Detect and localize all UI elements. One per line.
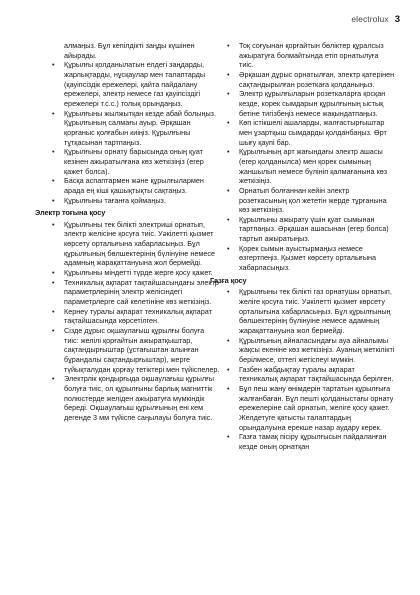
section-heading-electrical: Электр тоғына қосу [35,208,106,218]
page-header [351,14,400,25]
bullet-icon: • [227,147,230,157]
left-column [35,41,220,423]
bullet-icon: • [227,335,230,345]
list-item-text: Құрылғыны тек білікті газ орнатушы орнатып, желіге қосуға тиіс. Уәкілетті қызмет көрсету орталығына хабарласыңыз. Бұл құрылғының бөлшектерінің бүлінуіне немесе адамның жарақаттануына жол бермейді. [239,287,392,336]
bullet-icon: • [227,118,230,128]
list-item-text: Басқа аспаптармен және құрылғылармен арада ең кіші қашықтықты сақтаңыз. [64,176,204,195]
list-item-continued [52,41,220,60]
bullet-icon: • [52,277,55,287]
list-item [227,336,395,365]
list-item [227,118,395,147]
bullet-icon: • [227,243,230,253]
left-items-top [52,41,220,205]
list-item-text: Газға тамақ пісіру құрылғысын пайдаланған кезде оның орнатқан [239,432,387,451]
bullet-icon: • [227,214,230,224]
list-item [227,147,395,186]
list-item [52,326,220,374]
list-item-text: Газбен жабдықтау туралы ақпарат техникалық ақпарат тақтайшасында берілген. [239,364,394,384]
list-item [227,384,395,432]
list-item-text: Бұл пеш жану өнімдерін тартатын құрылғыға жалғанбаған. Бұл пешті қолданыстағы орнату ережелеріне сай орнатып, желіге қосу қажет. Желдетуге қатысты талаптардың орындалуына ерекше назар аудару керек. [239,383,394,432]
list-item-text: Көп істікшелі ашаларды, жалғастырғыштар мен ұзартқыш сымдарды қолданбаңыз. Өрт шығу қаупі бар. [239,118,387,147]
bullet-icon: • [52,306,55,316]
list-item [227,244,395,273]
bullet-icon: • [227,287,230,297]
right-items-top [227,41,395,273]
list-item-text: алмаңыз. Бұл кепілдікті заңды күшінен айырады. [64,41,195,60]
bullet-icon: • [52,219,55,229]
list-item-text: Құрылғыны міндетті түрде жерге қосу қажет. [64,268,213,278]
list-item [227,365,395,384]
list-item [52,176,220,195]
list-item [52,268,220,278]
bullet-icon: • [52,147,55,157]
list-item-text: Электр құрылғыларын розеткаларға қосқан кезде, корек сымдарын құрылғының ыстық бетіне тигізбеңіз немесе жақындатпаңыз. [239,89,386,118]
list-item [52,60,220,108]
list-item-text: Техникалық ақпарат тақтайшасындағы электр параметрлерінің электр желісіндегі параметрлерге сай келетініне көз жеткізіңіз. [64,277,219,307]
list-item-text: Тоқ соғуынан қорғайтын бөліктер құралсыз ажыратуға болмайтында етіп орнатылуға тиіс. [239,41,384,70]
list-item-text: Құрылғыны орнату барысында оның қуат кезінен ажыратылғана көз жеткізіңіз (егер қажет болса). [64,147,204,176]
list-item-text: Құрылғының арт жағындағы электр ашасы (егер қолданылса) мен қорек сымының жаншылып немесе бүлініп қалмағанына көз жеткізіңіз. [239,147,388,186]
list-item-text: Құрылғының айналасындағы ауа айналымы жақсы екеніне көз жеткізіңіз. Ауаның жеткілікті берілмесе, оттегі жетіспеуі мүмкін. [239,335,395,364]
list-item [227,41,395,70]
list-item [227,432,395,451]
list-item-text: Құрылғыны тағанға қоймаңыз. [64,195,166,205]
list-item-text: Электрлік қондырғыда оқшаулағыш құрылғы болуға тиіс, ол құрылғыны барлық магниттік полюстерде желіден ажыратуға мүмкіндік береді. Оқшаулағыш құрылғының ені кем дегенде 3 мм түйіспе саңылауы болуға тиіс. [64,374,214,422]
page-number: 3 [394,14,400,25]
list-item [227,89,395,118]
bullet-icon: • [52,60,55,70]
list-item-text: Құрылғыны ажырату үшін қуат сымынан тартпаңыз. Әрқашан ашасынан (егер болса) тартып ажыратыңыз. [239,214,389,244]
left-items-bottom [52,220,220,423]
list-item-text: Кернеу туралы ақпарат техникалық ақпарат тақтайшасында көрсетілген. [64,306,212,326]
list-item-text: Әрқашан дұрыс орнатылған, электр қатерінен сақтандырылған розеткаға қолданыңыз. [239,69,395,89]
list-item [52,278,220,307]
bullet-icon: • [227,69,230,79]
bullet-icon: • [52,176,55,186]
list-item [52,147,220,176]
bullet-icon: • [227,185,230,195]
bullet-icon: • [227,41,230,50]
bullet-icon: • [227,383,230,393]
bullet-icon: • [227,364,230,374]
list-item-text: Сізде дұрыс оқшаулағыш құрылғы болуға тиіс: желілі қорғайтын ажыратқыштар, сақтандырғыштар (ұстағыштан алынған бұрандалы сақтандырғыштар), жерге түйықталудан қорғау тетіктері мен түйіспелер. [64,326,220,374]
section-heading-gas: Газға қосу [210,275,247,285]
list-item-text: Орнатып болғаннан кейін электр розеткасының қол жететін жерде тұрғанына көз жеткізіңіз. [239,185,387,215]
list-item [52,220,220,268]
bullet-icon: • [52,326,55,336]
list-item-text: Қорек сымын ауыстырмаңыз немесе өзгертпеңіз. Қызмет көрсету орталығына хабарласыңыз. [239,243,377,273]
list-item [52,109,220,148]
bullet-icon: • [52,374,55,384]
bullet-icon: • [52,268,55,278]
list-item-text: Құрылғыны жылжытқан кезде абай болыңыз. Құрылғының салмағы ауыр. Әрқашан қорғаныс қолғабын киіңіз. Құрылғыны тұтқасынан тартпаңыз. [64,108,217,147]
list-item [227,287,395,335]
list-item [227,215,395,244]
right-items-bottom [227,287,395,451]
bullet-icon: • [52,195,55,205]
right-column [210,41,395,452]
list-item-text: Құрылғыны тек білікті электриші орнатып, электр желісіне қосуға тиіс. Уәкілетті қызмет көрсету орталығына хабарласыңыз. Бұл құрылғының бөлшектерінің бүлінуіне немесе адамның жарақаттануына жол бермейді. [64,219,216,268]
brand-name: electrolux [351,14,389,24]
list-item [52,374,220,422]
list-item-text: Құрылғы қолданылатын елдегі заңдарды, жарлықтарды, нұсқаулар мен талаптарды (қауіпсіздік ережелері, қайта пайдалану ережелері, электр немесе газ қауіпсіздігі ережелері т.с.с.) толық орындаңыз. [64,60,206,108]
list-item [52,307,220,326]
list-item [52,196,220,206]
bullet-icon: • [227,89,230,99]
list-item [227,70,395,89]
list-item [227,186,395,215]
bullet-icon: • [52,108,55,118]
bullet-icon: • [227,432,230,442]
